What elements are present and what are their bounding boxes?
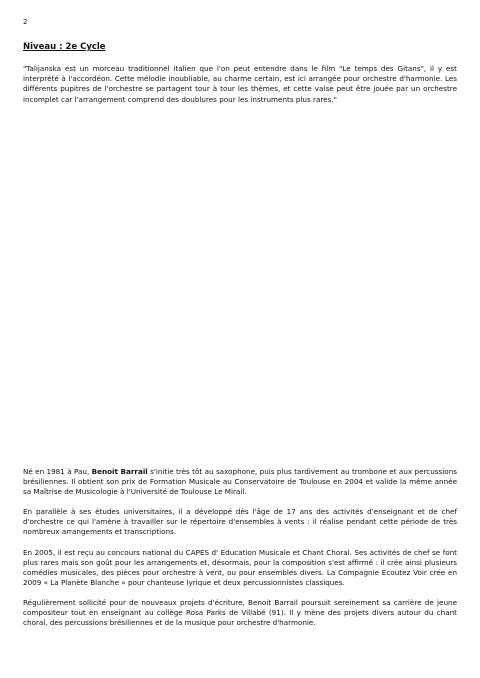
biography-text-after-name: s'initie très tôt au saxophone, puis plus tardivement au trombone et aux percussions brésiliennes. Il obtient son prix de Formation Musicale au Conservatoire de Toulouse en 2004 et valide la même année sa Maîtrise de Musicologie à l'Université de Toulouse Le Mirail. bbox=[23, 467, 457, 497]
composer-name: Benoit Barrail bbox=[91, 467, 148, 476]
biography-text-before-name: Né en 1981 à Pau, bbox=[23, 467, 92, 476]
biography-paragraph-1 bbox=[23, 467, 457, 497]
biography-paragraph-3: En 2005, il est reçu au concours national du CAPES d' Education Musicale et Chant Choral. Ses activités de chef se font plus rares mais son goût pour les arrangements et, désormais, pour la composition s'est affirmé : il crée ainsi plusieurs comédies musicales, des pièces pour orchestre à vent, ou pour ensembles divers. La Compagnie Ecoutez Voir crée en 2009 « La Planète Blanche » pour chanteuse lyrique et deux percussionnistes classiques. bbox=[23, 547, 457, 587]
biography-paragraph-4: Régulièrement sollicité pour de nouveaux projets d'écriture, Benoit Barrail poursuit sereinement sa carrière de jeune compositeur tout en enseignant au collège Rosa Parks de Villabé (91). Il y mène des projets divers autour du chant choral, des percussions brésiliennes et de la musique pour orchestre d'harmonie. bbox=[23, 597, 457, 628]
piece-description: "Talijanska est un morceau traditionnel italien que l'on peut entendre dans le film "Le temps des Gitans", il y est interprété à l'accordéon. Cette mélodie inoubliable, au charme certain, est ici arrangée pour orchestre d'harmonie. Les différents pupitres de l'orchestre se partagent tour à tour les thèmes, et cette valse peut être jouée par un orchestre incomplet car l'arrangement comprend des doublures pour les instruments plus rares." bbox=[23, 64, 457, 104]
biography-paragraph-2: En parallèle à ses études universitaires, il a développé dès l'âge de 17 ans des activités d'enseignant et de chef d'orchestre ce qui l'amène à travailler sur le répertoire d'ensembles à vents : il réalise pendant cette période de très nombreux arrangements et transcriptions. bbox=[23, 507, 457, 537]
level-heading: Niveau : 2e Cycle bbox=[23, 42, 106, 52]
biography-section bbox=[23, 467, 457, 638]
page-number: 2 bbox=[23, 18, 28, 26]
